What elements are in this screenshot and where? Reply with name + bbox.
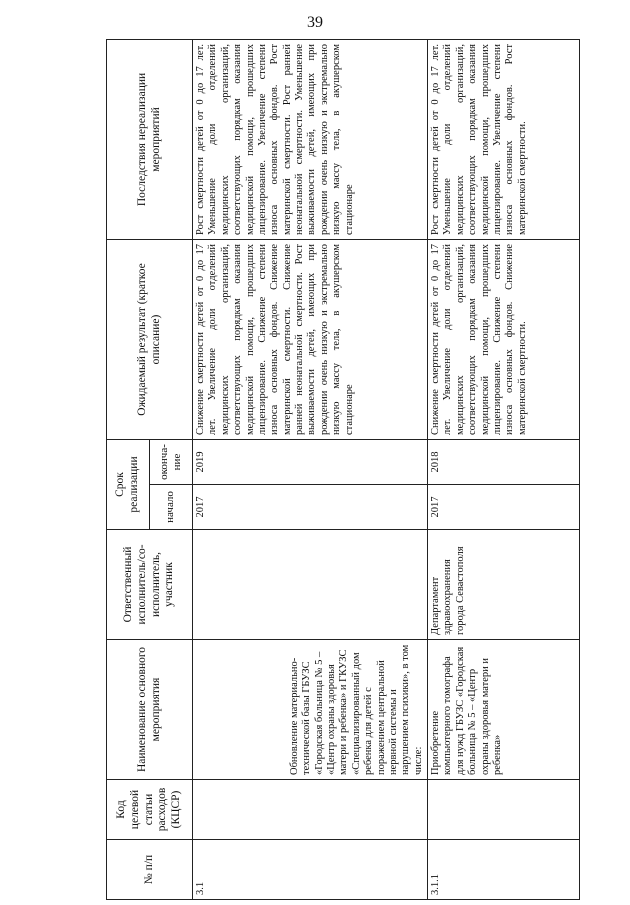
activities-table — [106, 39, 580, 900]
cell-name: Приобретение компьютерного томографа для нужд ГБУЗС «Городская больница № 5 – «Центр охраны здоровья матери и ребенка» — [428, 640, 580, 780]
header-num: № п/п — [107, 840, 193, 900]
header-end: оконча-ние — [150, 440, 193, 485]
header-responsible: Ответственный исполнитель/со-исполнитель, участник — [107, 530, 193, 640]
header-consequences: Последствия нереализации мероприятий — [107, 40, 193, 240]
cell-num: 3.1.1 — [428, 840, 580, 900]
cell-consequences: Рост смертности детей от 0 до 17 лет. Уменьшение доли отделений медицинских организаций, соответствующих порядкам оказания медицинской помощи, прошедших лицензирование. Увеличение степени износа основных фондов. Рост материнской смертности. Рост ранней неонатальной смертности. Уменьшение выживаемости детей, имеющих при рождении очень низкую и экстремально низкую массу тела, в акушерском стационаре — [193, 40, 428, 240]
header-period: Срок реализации — [107, 440, 150, 530]
cell-start: 2017 — [193, 485, 428, 530]
cell-num: 3.1 — [193, 840, 428, 900]
cell-kcsr — [193, 780, 428, 840]
rotated-table-container — [106, 40, 580, 900]
header-kcsr: Код целевой статьи расходов (КЦСР) — [107, 780, 193, 840]
cell-name: Обновление материально-технической базы ГБУЗС «Городская больница № 5 – «Центр охраны здоровья матери и ребенка» и ГКУЗС «Специализированный дом ребенка для детей с поражением центральной нервной системы и нарушением психики», в том числе: — [193, 640, 428, 780]
cell-responsible: Департамент здравоохранения города Севастополя — [428, 530, 580, 640]
cell-consequences: Рост смертности детей от 0 до 17 лет. Уменьшение доли отделений медицинских организаций, соответствующих порядкам оказания медицинской помощи, прошедших лицензирование. Увеличение степени износа основных фондов. Рост материнской смертности. — [428, 40, 580, 240]
table-row — [428, 40, 580, 900]
table-row — [193, 40, 428, 900]
cell-result: Снижение смертности детей от 0 до 17 лет. Увеличение доли отделений медицинских организаций, соответствующих порядкам оказания медицинской помощи, прошедших лицензирование. Снижение степени износа основных фондов. Снижение материнской смертности. — [428, 240, 580, 440]
cell-end: 2019 — [193, 440, 428, 485]
header-result: Ожидаемый результат (краткое описание) — [107, 240, 193, 440]
cell-end: 2018 — [428, 440, 580, 485]
cell-responsible — [193, 530, 428, 640]
cell-kcsr — [428, 780, 580, 840]
header-start: начало — [150, 485, 193, 530]
header-name: Наименование основного мероприятия — [107, 640, 193, 780]
rotated-table — [106, 40, 580, 900]
cell-start: 2017 — [428, 485, 580, 530]
page-number: 39 — [307, 14, 323, 31]
cell-result: Снижение смертности детей от 0 до 17 лет. Увеличение доли отделений медицинских организаций, соответствующих порядкам оказания медицинской помощи, прошедших лицензирование. Снижение степени износа основных фондов. Снижение материнской смертности. Снижение ранней неонатальной смертности. Рост выживаемости детей, имеющих при рождении очень низкую и экстремально низкую массу тела, в акушерском стационаре — [193, 240, 428, 440]
